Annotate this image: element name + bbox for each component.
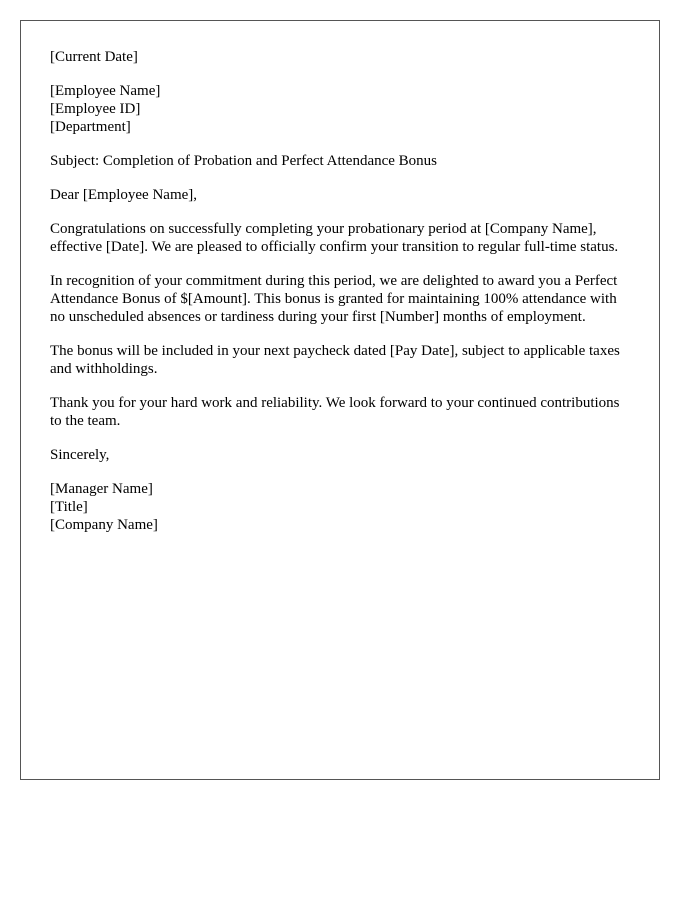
signature-name: [Manager Name]: [50, 481, 153, 497]
body-paragraph-1: Congratulations on successfully completing your probationary period at [Company Name], effective [Date]. We are pleased to officially confirm your transition to regular full-time status.: [50, 221, 619, 255]
body-paragraph-4: Thank you for your hard work and reliability. We look forward to your continued contributions to the team.: [50, 395, 620, 429]
signature-block: [50, 480, 631, 534]
recipient-block: [50, 82, 631, 136]
letter-subject: Subject: Completion of Probation and Perfect Attendance Bonus: [50, 153, 438, 169]
letter-page: [20, 20, 660, 780]
date-block: [50, 48, 631, 66]
letter-date: [Current Date]: [50, 49, 138, 65]
signature-title: [Title]: [50, 499, 88, 515]
salutation-block: [50, 186, 631, 204]
subject-block: [50, 152, 631, 170]
signature-company: [Company Name]: [50, 517, 158, 533]
recipient-name: [Employee Name]: [50, 83, 161, 99]
recipient-department: [Department]: [50, 119, 131, 135]
body-paragraph-3: The bonus will be included in your next paycheck dated [Pay Date], subject to applicable taxes and withholdings.: [50, 343, 620, 377]
recipient-id: [Employee ID]: [50, 101, 141, 117]
letter-salutation: Dear [Employee Name],: [50, 187, 198, 203]
letter-closing: Sincerely,: [50, 447, 110, 463]
closing-block: [50, 446, 631, 464]
body-paragraph-2: In recognition of your commitment during this period, we are delighted to award you a Perfect Attendance Bonus of $[Amount]. This bonus is granted for maintaining 100% attendance with no unscheduled absences or tardiness during your first [Number] months of employment.: [50, 273, 618, 325]
